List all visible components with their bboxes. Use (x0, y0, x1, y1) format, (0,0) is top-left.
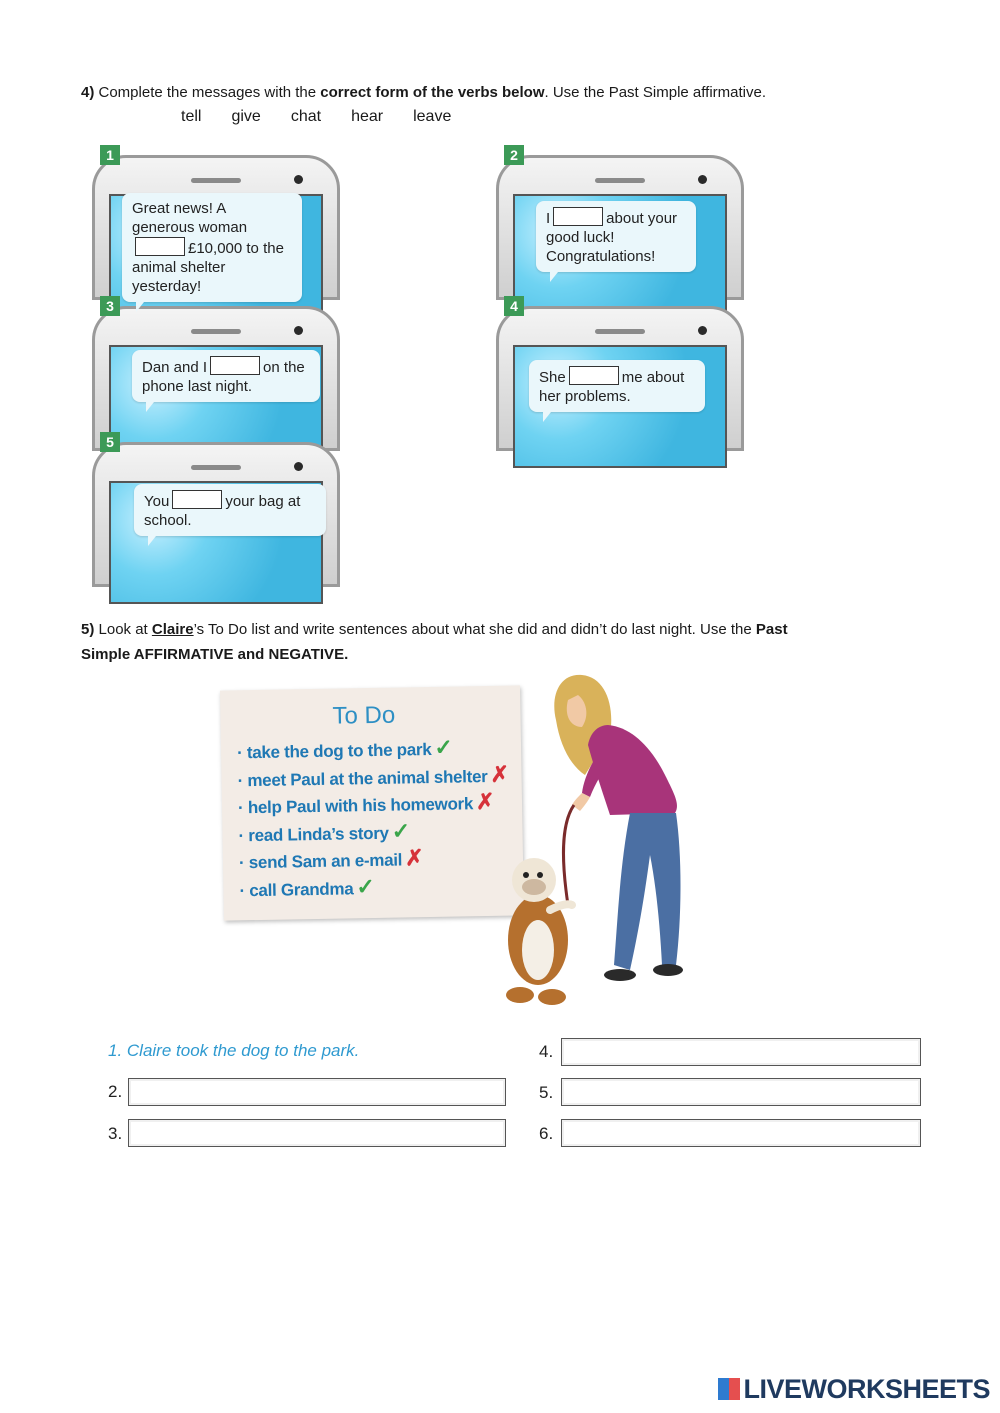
verb-hear: hear (351, 108, 384, 125)
exercise-number: 4) (81, 84, 95, 101)
todo-list (237, 734, 511, 904)
message-bubble: You your bag at school. (134, 484, 326, 536)
answer-field-4[interactable] (561, 1038, 921, 1066)
check-icon: ✓ (391, 817, 411, 844)
answer-gap-4[interactable] (569, 366, 619, 385)
list-item: · take the dog to the park ✓ (236, 734, 453, 763)
verb-chat: chat (290, 108, 322, 125)
phone-5 (92, 432, 340, 557)
answer-number: 3. (108, 1124, 123, 1143)
phone-badge: 1 (100, 145, 120, 165)
name-claire: Claire (151, 621, 194, 638)
message-bubble: Dan and I on the phone last night. (132, 350, 320, 402)
answer-number: 2. (108, 1082, 123, 1101)
todo-note (220, 685, 524, 920)
cross-icon: ✗ (490, 761, 509, 787)
liveworksheets-logo: LIVEWORKSHEETS (718, 1374, 990, 1405)
phone-4 (496, 296, 744, 421)
message-bubble: She me about her problems. (529, 360, 705, 412)
message-bubble: Great news! A generous woman£10,000 to the animal shelter yesterday! (122, 193, 302, 302)
answer-field-3[interactable] (128, 1119, 506, 1147)
exercise-number: 5) (81, 621, 95, 638)
logo-mark-icon (718, 1378, 740, 1400)
list-item: · call Grandma ✓ (239, 873, 375, 900)
phone-badge: 4 (504, 296, 524, 316)
list-item: · help Paul with his homework ✗ (237, 788, 495, 818)
woman-with-dog-illustration (490, 665, 700, 1020)
answer-gap-1[interactable] (135, 237, 185, 256)
cross-icon: ✗ (404, 845, 424, 871)
answer-gap-2[interactable] (553, 207, 603, 226)
answer-field-5[interactable] (561, 1078, 921, 1106)
phone-badge: 5 (100, 432, 120, 452)
message-bubble: I about your good luck! Congratulations! (536, 201, 696, 272)
answer-gap-5[interactable] (172, 490, 222, 509)
answer-field-2[interactable] (128, 1078, 506, 1106)
answer-number: 5. (539, 1083, 554, 1102)
exercise-4-instructions: 4) Complete the messages with the correct form of the verbs below. Use the Past Simple affirmative. (81, 84, 766, 101)
phone-3 (92, 296, 340, 421)
answer-gap-3[interactable] (210, 356, 260, 375)
verb-list (181, 108, 481, 126)
verb-give: give (231, 108, 261, 125)
todo-title: To Do (332, 701, 396, 730)
phone-1 (92, 145, 340, 295)
exercise-5-instructions: 5) Look at Claire’s To Do list and write sentences about what she did and didn’t do last night. Use the Past Simple AFFIRMATIVE and NEGATIVE. (81, 621, 788, 663)
phone-2 (496, 145, 744, 270)
verb-leave: leave (413, 108, 452, 125)
check-icon: ✓ (434, 734, 453, 760)
verb-tell: tell (181, 108, 202, 125)
list-item: · read Linda’s story ✓ (238, 817, 411, 845)
phone-badge: 2 (504, 145, 524, 165)
phone-badge: 3 (100, 296, 120, 316)
answer-number: 6. (539, 1124, 554, 1143)
check-icon: ✓ (356, 873, 375, 899)
cross-icon: ✗ (475, 788, 495, 815)
answer-field-6[interactable] (561, 1119, 921, 1147)
list-item: · meet Paul at the animal shelter ✗ (237, 761, 509, 790)
list-item: · send Sam an e-mail ✗ (238, 845, 424, 873)
answer-number: 4. (539, 1042, 554, 1061)
example-sentence: 1. Claire took the dog to the park. (108, 1041, 360, 1060)
